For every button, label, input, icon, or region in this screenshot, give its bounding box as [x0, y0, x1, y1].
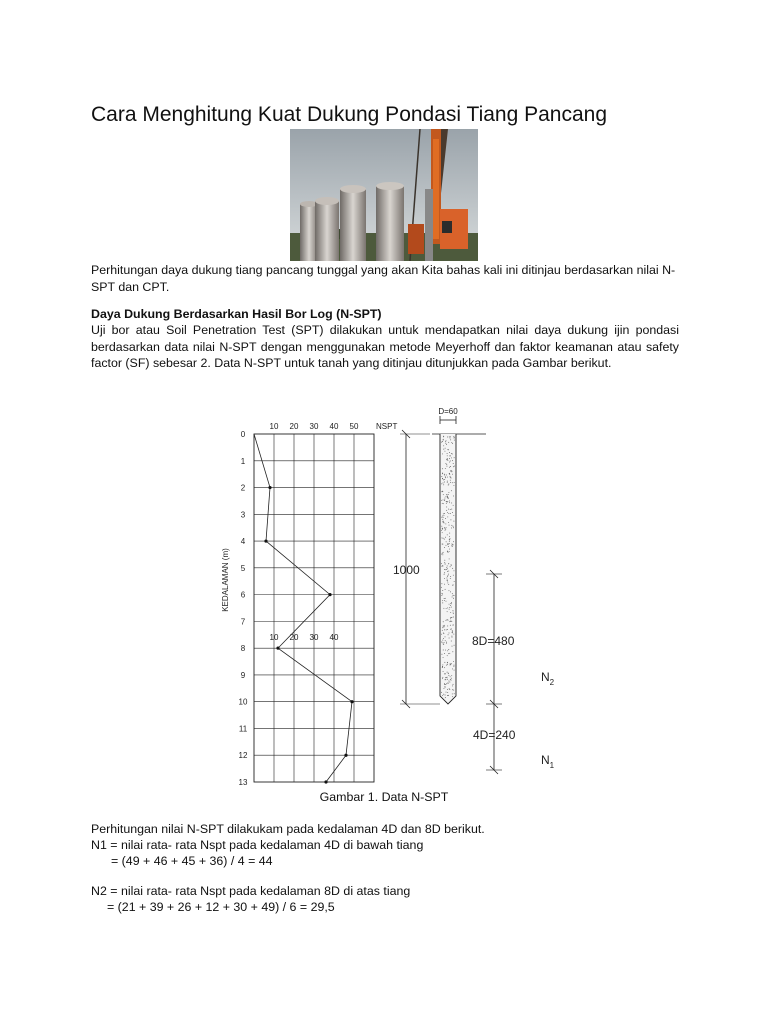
inner-tick-label: 40	[329, 633, 339, 643]
nspt-chart-ticks	[239, 422, 359, 787]
nspt-point	[328, 593, 331, 596]
top-tick-label: 20	[289, 422, 299, 431]
section-body: Uji bor atau Soil Penetration Test (SPT) dilakukan untuk mendapatkan nilai daya dukung ijin pondasi berdasarkan data nilai N-SPT dengan menggunakan metode Meyerhoff dan faktor keamanan atau safety factor (SF) sebesar 2. Data N-SPT untuk tanah yang ditinjau ditunjukkan pada Gambar berikut.	[91, 323, 679, 370]
pile-driver-photo	[290, 129, 478, 261]
page-title: Cara Menghitung Kuat Dukung Pondasi Tiang Pancang	[91, 103, 608, 126]
nspt-point	[276, 647, 279, 650]
nspt-chart-grid	[254, 434, 374, 782]
inner-tick-label: 20	[289, 633, 299, 643]
inner-tick-label: 10	[269, 633, 279, 643]
depth-tick-label: 7	[240, 617, 246, 627]
depth-tick-label: 1	[240, 456, 246, 466]
depth-tick-label: 5	[240, 563, 246, 573]
n1-definition: N1 = nilai rata- rata Nspt pada kedalaman 4D di bawah tiang	[91, 838, 424, 852]
inner-tick-label: 30	[309, 633, 319, 643]
intro-paragraph: Perhitungan daya dukung tiang pancang tunggal yang akan Kita bahas kali ini ditinjau berdasarkan nilai N-SPT dan CPT.	[91, 263, 676, 294]
depth-tick-label: 11	[238, 724, 248, 734]
upper-zone-label: 8D=480	[472, 634, 515, 648]
depth-tick-label: 12	[238, 751, 248, 761]
figure-caption: Gambar 1. Data N-SPT	[319, 790, 449, 804]
top-tick-label: 10	[269, 422, 279, 431]
nspt-profile-line	[254, 434, 352, 782]
calc-intro: Perhitungan nilai N-SPT dilakukam pada kedalaman 4D dan 8D berikut.	[91, 822, 485, 836]
nspt-point	[268, 486, 271, 489]
nspt-point	[324, 780, 327, 783]
nspt-point	[350, 700, 353, 703]
n2-calculation: = (21 + 39 + 26 + 12 + 30 + 49) / 6 = 29,5	[107, 900, 335, 914]
top-tick-label: 30	[309, 422, 319, 431]
n2-zone-label: $N_2$	[541, 670, 555, 687]
nspt-chart-series	[254, 434, 354, 784]
depth-tick-label: 3	[240, 510, 246, 520]
depth-tick-label: 6	[240, 590, 246, 600]
depth-tick-label: 4	[240, 537, 246, 547]
top-tick-label: 50	[349, 422, 359, 431]
nspt-point	[264, 539, 267, 542]
top-tick-label: 40	[329, 422, 339, 431]
n2-definition: N2 = nilai rata- rata Nspt pada kedalaman 8D di atas tiang	[91, 884, 411, 898]
n1-calculation: = (49 + 46 + 45 + 36) / 4 = 44	[111, 854, 273, 868]
section-heading: Daya Dukung Berdasarkan Hasil Bor Log (N-SPT)	[91, 307, 382, 321]
depth-tick-label: 13	[238, 778, 248, 787]
depth-axis-label: KEDALAMAN (m)	[221, 548, 230, 612]
pile-diameter-label: D=60	[438, 407, 458, 416]
lower-zone-label: 4D=240	[473, 728, 516, 742]
depth-tick-label: 10	[238, 697, 248, 707]
nspt-figure-svg	[210, 398, 570, 790]
depth-tick-label: 9	[240, 670, 246, 680]
nspt-axis-label: NSPT	[376, 422, 398, 431]
nspt-point	[344, 754, 347, 757]
depth-tick-label: 0	[240, 430, 246, 439]
pile-schematic	[393, 407, 555, 774]
pile-length-label: 1000	[393, 563, 420, 577]
depth-tick-label: 2	[240, 483, 246, 493]
nspt-figure	[210, 398, 570, 795]
depth-tick-label: 8	[240, 644, 246, 654]
n1-zone-label: $N_1$	[541, 753, 555, 770]
